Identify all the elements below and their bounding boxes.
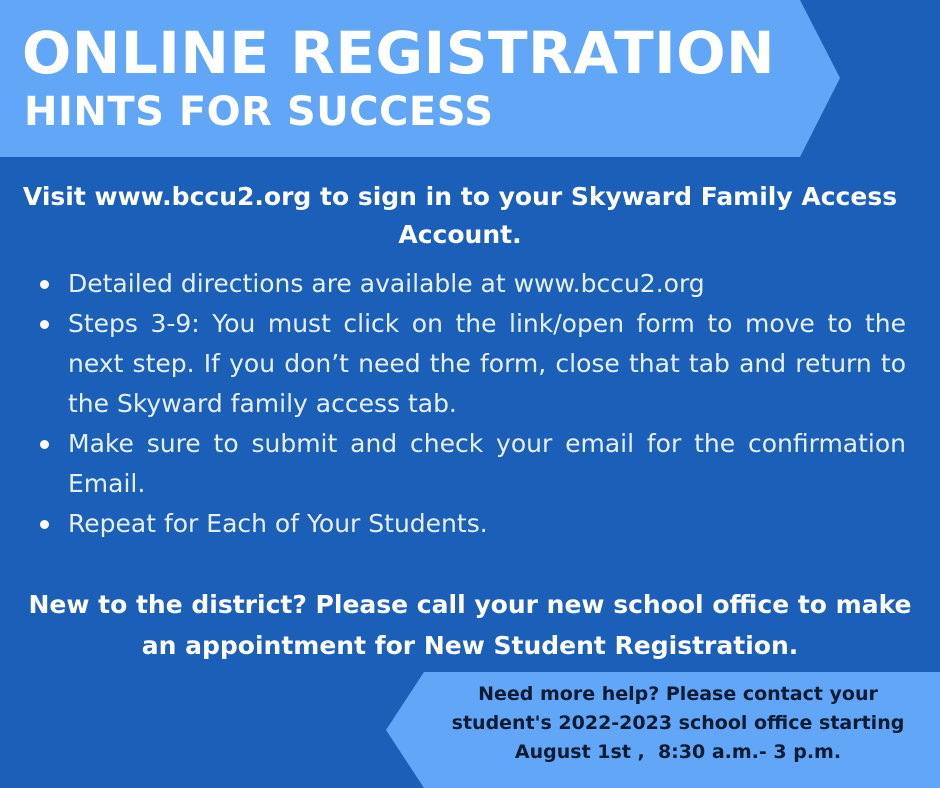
list-item [36, 424, 906, 504]
list-item-text: Detailed directions are available at www.bccu2.org [68, 269, 705, 298]
bullet-icon [40, 280, 49, 289]
help-line-1: Need more help? Please contact your [478, 683, 878, 705]
list-item-text: Repeat for Each of Your Students. [68, 509, 488, 538]
help-text [428, 680, 928, 767]
help-line-2: student's 2022-2023 school office starting [451, 712, 905, 734]
page-title: ONLINE REGISTRATION [22, 19, 776, 87]
list-item [36, 304, 906, 424]
bullet-icon [40, 520, 49, 529]
intro-text: Visit www.bccu2.org to sign in to your Skyward Family Access Account. [22, 182, 898, 249]
page-subtitle: HINTS FOR SUCCESS [24, 89, 494, 135]
bullet-icon [40, 440, 49, 449]
new-district-notice: New to the district? Please call your new school office to make an appointment for New Student Registration. [28, 590, 912, 660]
hints-list [36, 264, 906, 544]
list-item [36, 264, 906, 304]
bullet-icon [40, 320, 49, 329]
list-item-text: Steps 3-9: You must click on the link/open form to move to the next step. If you don’t need the form, close that tab and return to the Skyward family access tab. [68, 309, 906, 418]
help-line-3: August 1st , 8:30 a.m.- 3 p.m. [514, 741, 842, 763]
list-item-text: Make sure to submit and check your email for the confirmation Email. [68, 429, 906, 498]
list-item [36, 504, 906, 544]
